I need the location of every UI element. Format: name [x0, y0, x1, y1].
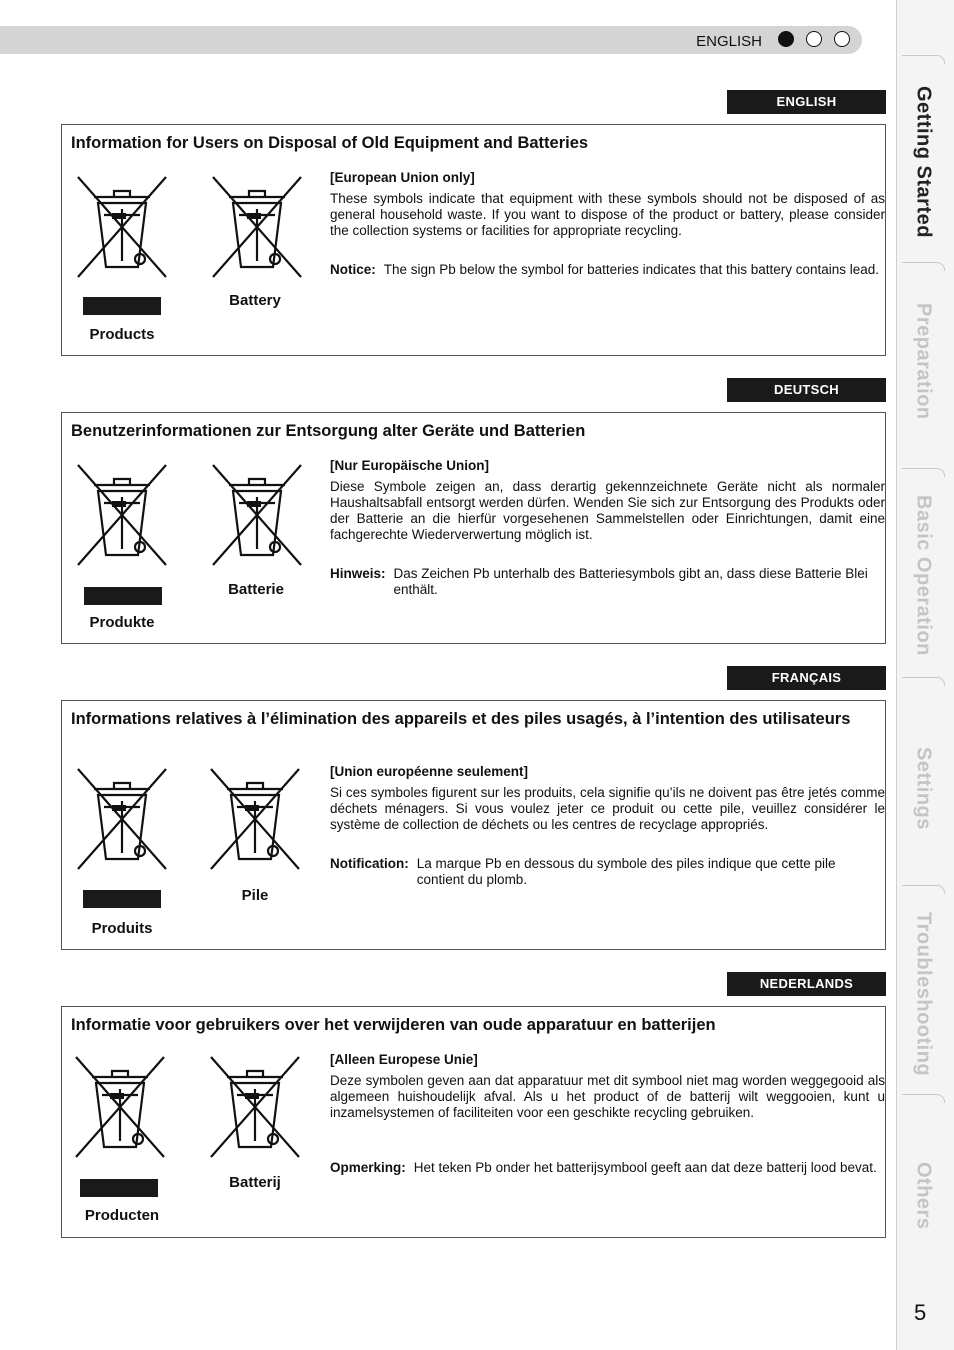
notice-label: Notice: [330, 262, 376, 277]
crossed-bin-battery-icon [207, 173, 307, 283]
tab-label: Getting Started [912, 86, 935, 238]
tab-label: Troubleshooting [912, 912, 935, 1077]
battery-label: Batterie [228, 581, 284, 598]
page-dot-3 [834, 31, 850, 47]
tab-troubleshooting[interactable] [903, 912, 943, 1082]
products-bar [83, 297, 161, 315]
crossed-bin-battery-icon [207, 461, 307, 571]
body-text: Diese Symbole zeigen an, dass derartig gekennzeichnete Geräte nicht als normaler Haushaltsabfall entsorgt werden dürfen. Wenden Sie sich zur Entsorgung des Produkts oder der Batterie an die hierfür vorgesehenen Sammelstellen oder Einrichtungen, damit eine fachgerechte Wiederverwertung möglich ist. [330, 479, 885, 542]
notice [330, 566, 885, 598]
products-label: Producten [84, 1207, 160, 1224]
battery-label: Batterij [229, 1174, 281, 1191]
tab-basic-operation[interactable] [903, 495, 943, 665]
notice-text: La marque Pb en dessous du symbole des piles indique que cette pile contient du plomb. [416, 856, 836, 887]
crossed-bin-product-icon [70, 1053, 170, 1163]
battery-label: Battery [229, 292, 281, 309]
tab-getting-started[interactable] [903, 86, 943, 256]
section-title: Informatie voor gebruikers over het verwijderen van oude apparatuur en batterijen [71, 1016, 716, 1034]
page-dot-1 [778, 31, 794, 47]
tab-others[interactable] [903, 1162, 943, 1242]
notice [330, 262, 885, 278]
tab-divider [902, 468, 945, 477]
section-title: Benutzerinformationen zur Entsorgung alter Geräte und Batterien [71, 422, 586, 440]
crossed-bin-product-icon [72, 173, 172, 283]
tab-settings[interactable] [903, 747, 943, 867]
section-text [330, 1052, 885, 1121]
language-tag-nederlands: NEDERLANDS [727, 972, 886, 996]
products-label: Produits [91, 920, 153, 937]
notice-text: Das Zeichen Pb unterhalb des Batteriesymbols gibt an, dass diese Batterie Blei enthält. [393, 566, 868, 597]
section-text [330, 764, 885, 833]
section-deutsch [61, 412, 886, 644]
language-tag-english: ENGLISH [727, 90, 886, 114]
tab-label: Others [912, 1162, 935, 1230]
notice [330, 856, 885, 888]
tab-divider [902, 262, 945, 271]
crossed-bin-product-icon [72, 765, 172, 875]
header-language: ENGLISH [696, 33, 762, 50]
section-text [330, 458, 885, 543]
products-bar [84, 587, 162, 605]
region-heading: [Alleen Europese Unie] [330, 1052, 478, 1067]
section-nederlands [61, 1006, 886, 1238]
language-tag-deutsch: DEUTSCH [727, 378, 886, 402]
notice-text: Het teken Pb onder het batterijsymbool geeft aan dat deze batterij lood bevat. [413, 1160, 877, 1175]
crossed-bin-product-icon [72, 461, 172, 571]
header-bar [0, 26, 862, 54]
notice-label: Opmerking: [330, 1160, 406, 1175]
region-heading: [Union européenne seulement] [330, 764, 529, 779]
tab-preparation[interactable] [903, 303, 943, 453]
region-heading: [European Union only] [330, 170, 475, 185]
body-text: Si ces symboles figurent sur les produits, cela signifie qu’ils ne doivent pas être jetés comme déchets ménagers. Si vous voulez jeter ce produit ou cette pile, veuillez considérer le système de collection de déchets ou les centres de recyclage appropriés. [330, 785, 885, 832]
notice-label: Notification: [330, 856, 409, 871]
page-number: 5 [914, 1300, 927, 1325]
section-title: Information for Users on Disposal of Old Equipment and Batteries [71, 134, 589, 152]
notice [330, 1160, 885, 1176]
tab-label: Basic Operation [912, 495, 935, 656]
products-bar [83, 890, 161, 908]
notice-text: The sign Pb below the symbol for batteries indicates that this battery contains lead. [383, 262, 880, 277]
tab-divider [902, 55, 945, 64]
battery-label: Pile [241, 887, 269, 904]
tab-divider [902, 885, 945, 894]
products-label: Products [89, 326, 155, 343]
crossed-bin-battery-icon [205, 765, 305, 875]
tab-divider [902, 1094, 945, 1103]
region-heading: [Nur Europäische Union] [330, 458, 490, 473]
section-english [61, 124, 886, 356]
products-bar [80, 1179, 158, 1197]
section-francais [61, 700, 886, 950]
section-title: Informations relatives à l’élimination des appareils et des piles usagés, à l’intention des utilisateurs [71, 710, 851, 728]
section-text [330, 170, 885, 239]
tab-divider [902, 677, 945, 686]
notice-label: Hinweis: [330, 566, 386, 581]
tab-label: Settings [912, 747, 935, 830]
crossed-bin-battery-icon [205, 1053, 305, 1163]
tab-label: Preparation [912, 303, 935, 420]
page-dot-2 [806, 31, 822, 47]
body-text: Deze symbolen geven aan dat apparatuur met dit symbool niet mag worden weggegooid als algemeen huishoudelijk afval. Als u het product of de batterij wilt weggooien, kunt u inzamelsystemen of faciliteiten voor een geschikte recycling gebruiken. [330, 1073, 885, 1120]
body-text: These symbols indicate that equipment with these symbols should not be disposed of as general household waste. If you want to dispose of the product or battery, please consider the collection systems or facilities for appropriate recycling. [330, 191, 885, 238]
products-label: Produkte [89, 614, 155, 631]
language-tag-francais: FRANÇAIS [727, 666, 886, 690]
